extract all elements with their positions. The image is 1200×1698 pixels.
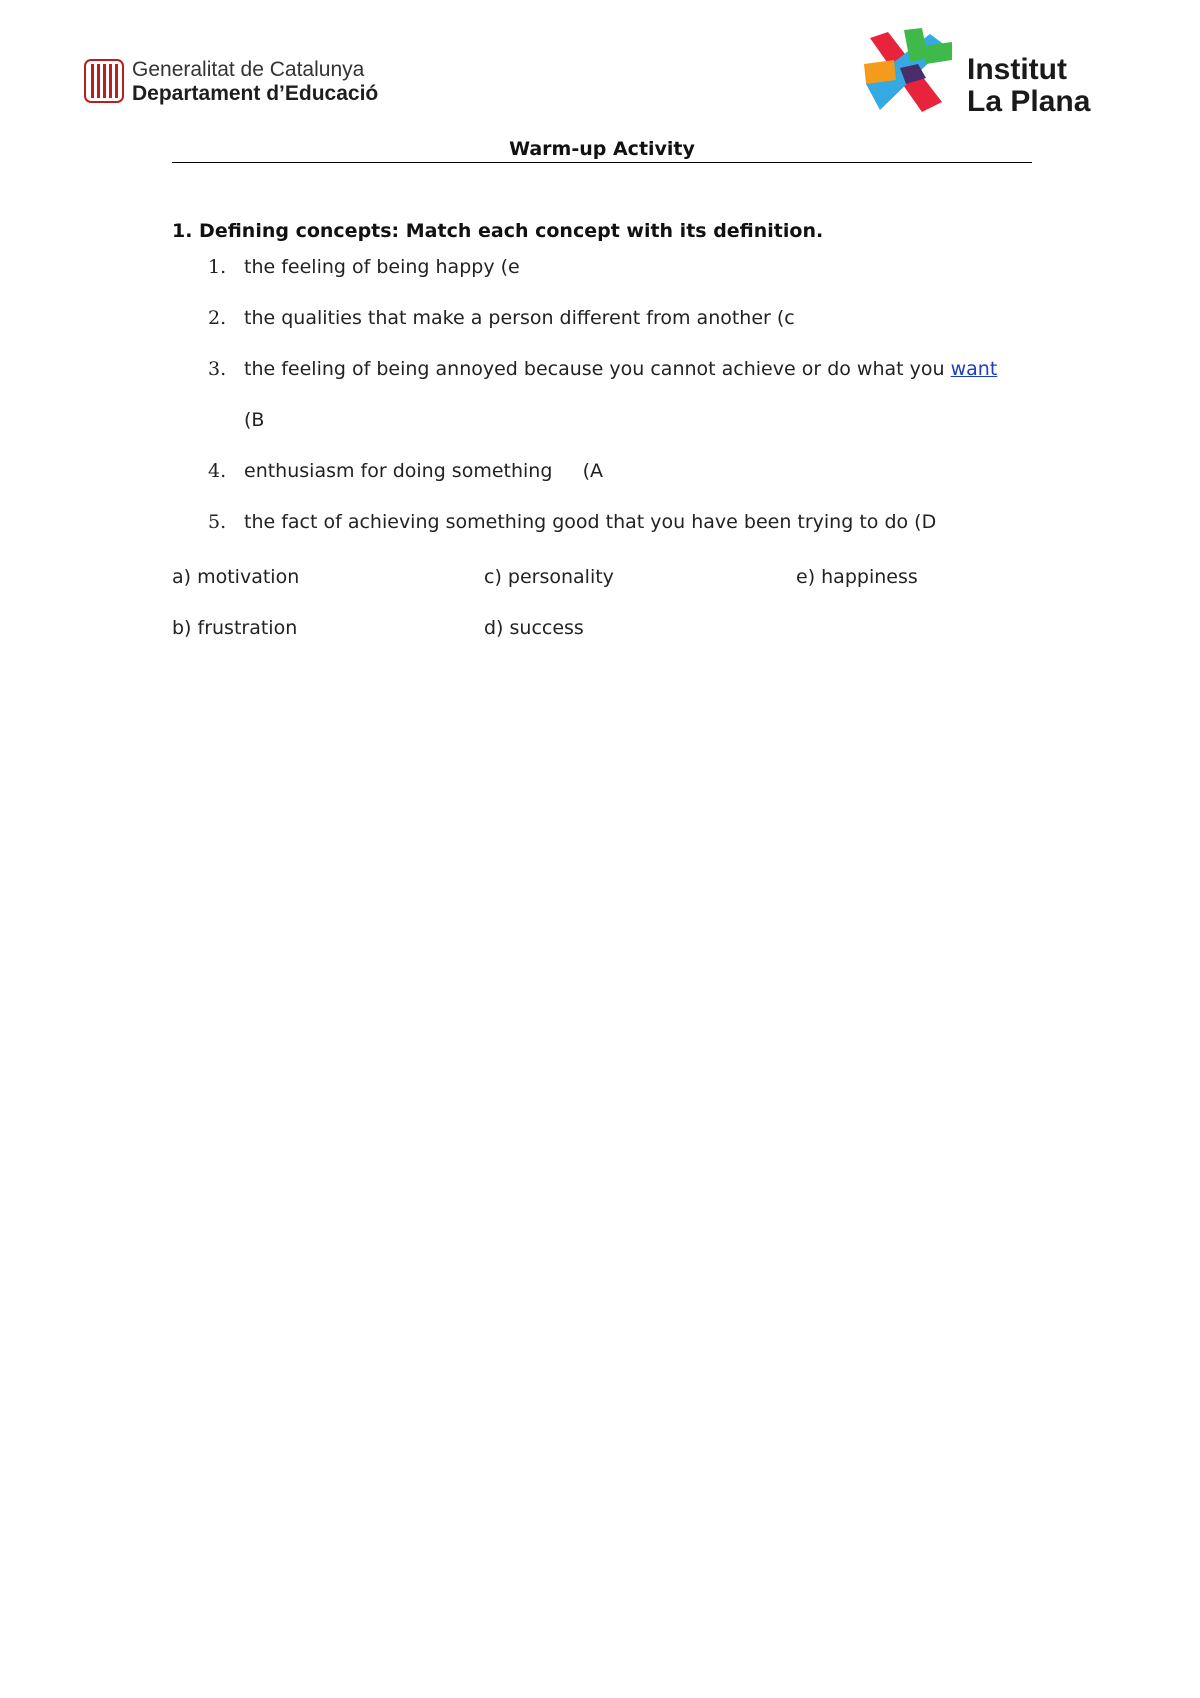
la-plana-word: La Plana — [967, 85, 1091, 118]
item-text: the qualities that make a person different from another (c — [244, 307, 795, 329]
generalitat-name: Generalitat de Catalunya — [132, 58, 365, 81]
item-answer: (B — [244, 409, 265, 431]
list-item — [172, 511, 1032, 562]
question-heading: 1. Defining concepts: Match each concept with its definition. — [172, 220, 824, 242]
list-item — [172, 307, 1032, 358]
generalitat-emblem-icon — [84, 59, 124, 103]
department-name: Departament d’Educació — [132, 82, 379, 105]
item-number: 2. — [208, 307, 227, 329]
institut-la-plana-logo — [860, 24, 1100, 124]
want-link[interactable]: want — [950, 358, 998, 380]
item-text: enthusiasm for doing something (A — [244, 460, 604, 482]
option-d: d) success — [484, 617, 584, 639]
list-item — [172, 358, 1032, 409]
generalitat-wordmark — [132, 58, 378, 106]
item-text: the fact of achieving something good that you have been trying to do (D — [244, 511, 937, 533]
item-number: 5. — [208, 511, 227, 533]
item-text-main: the feeling of being annoyed because you cannot achieve or do what you — [244, 358, 945, 380]
institut-mark-icon — [860, 24, 954, 118]
institut-wordmark — [967, 54, 1090, 118]
institut-word: Institut — [967, 53, 1067, 86]
option-b: b) frustration — [172, 617, 298, 639]
option-a: a) motivation — [172, 566, 300, 588]
item-number: 3. — [208, 358, 227, 380]
definitions-list — [172, 256, 1032, 562]
item-number: 4. — [208, 460, 227, 482]
item-text: the feeling of being happy (e — [244, 256, 520, 278]
list-item — [172, 460, 1032, 511]
page-title: Warm-up Activity — [509, 138, 695, 160]
list-item — [172, 256, 1032, 307]
list-item-continuation — [172, 409, 1032, 460]
option-c: c) personality — [484, 566, 614, 588]
option-e: e) happiness — [796, 566, 918, 588]
item-number: 1. — [208, 256, 227, 278]
item-text — [244, 358, 997, 380]
title-rule — [172, 138, 1032, 163]
